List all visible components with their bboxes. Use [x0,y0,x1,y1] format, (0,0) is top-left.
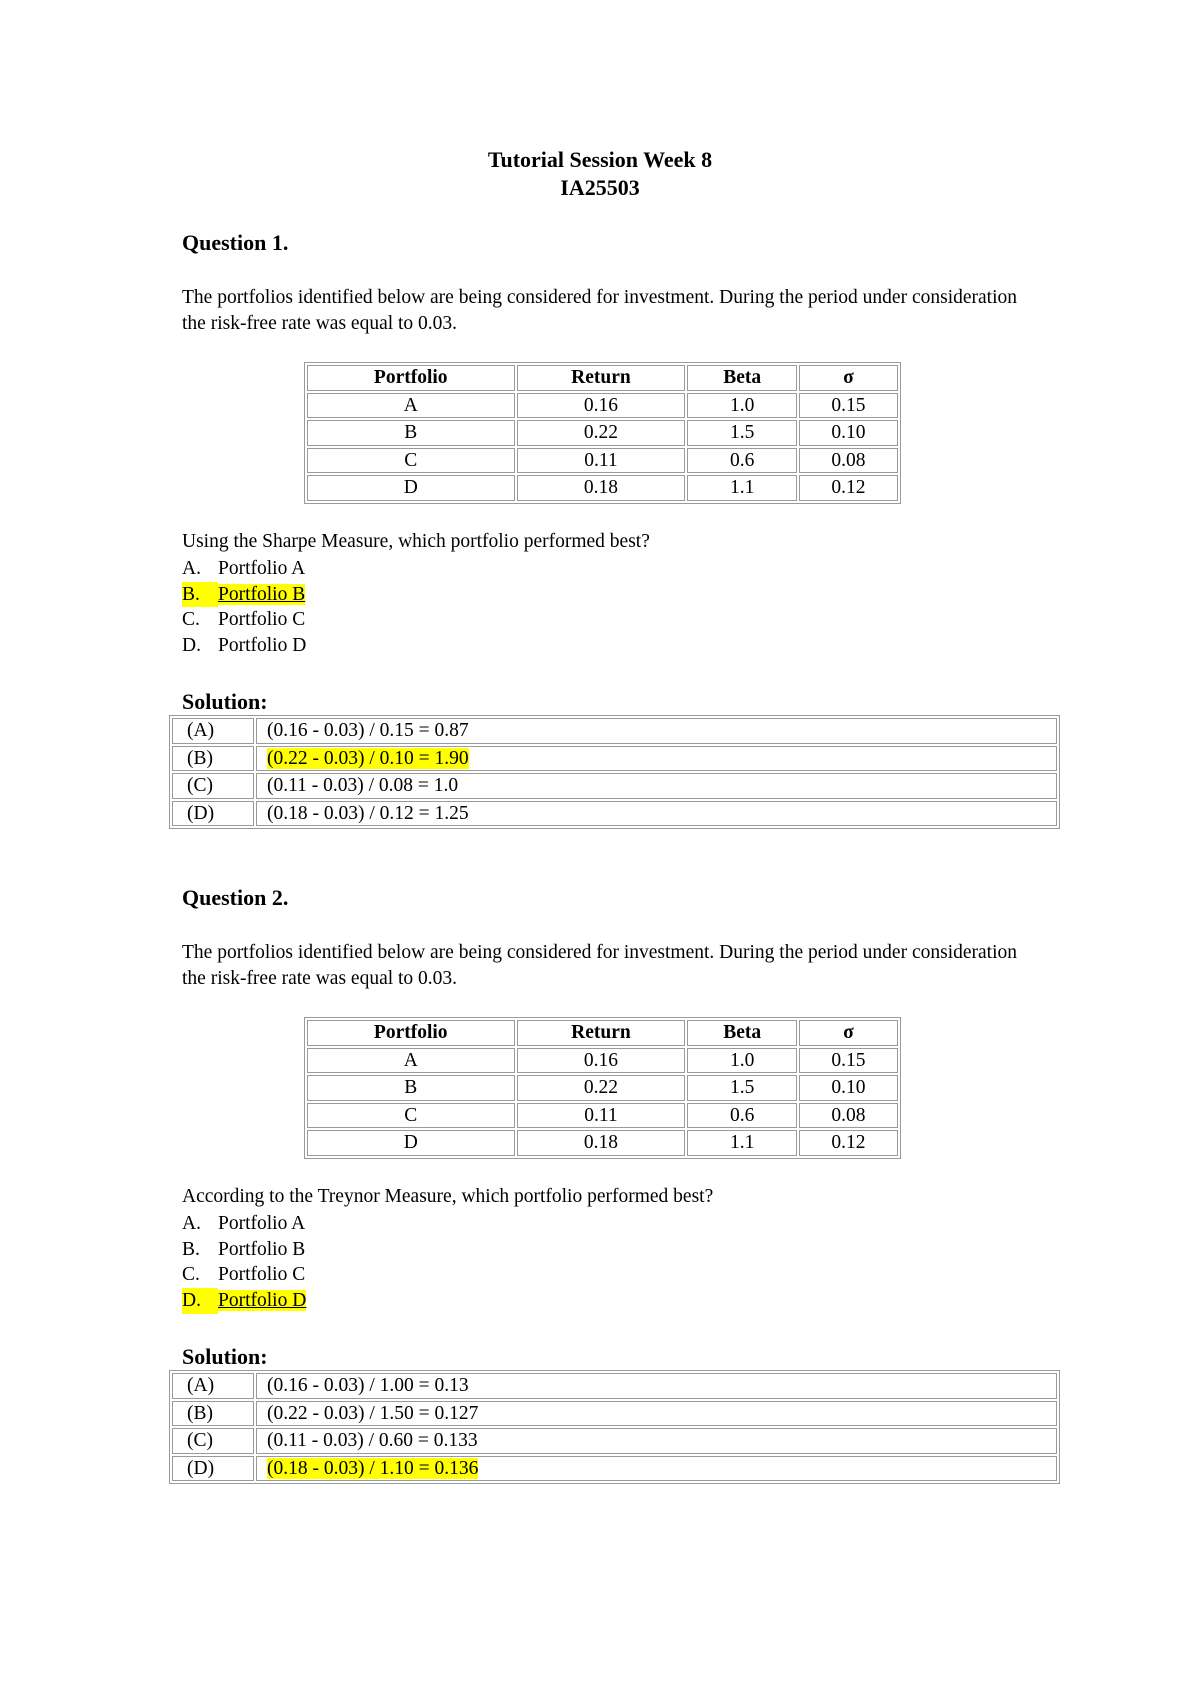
table-cell: 0.08 [799,448,898,474]
table-cell: 1.0 [687,1048,796,1074]
column-header-portfolio: Portfolio [307,365,515,391]
question-1-options [182,556,306,659]
question-2-intro: The portfolios identified below are being considered for investment. During the period under consideration the risk-free rate was equal to 0.03. [182,942,1018,989]
table-row [307,1103,898,1129]
option-letter: D. [182,1288,218,1314]
solution-calc-cell [256,746,1057,772]
table-cell: A [307,1048,515,1074]
option-text: Portfolio B [218,583,306,605]
document-title: Tutorial Session Week 8 [487,147,713,172]
solution-calc: (0.16 - 0.03) / 0.15 = 0.87 [267,720,469,742]
table-cell: 1.1 [687,475,796,501]
column-header-portfolio: Portfolio [307,1020,515,1046]
option-d-correct-answer [182,1288,306,1314]
column-header-sigma: σ [799,365,898,391]
solution-calc: (0.11 - 0.03) / 0.08 = 1.0 [267,775,459,797]
solution-calc-highlighted: (0.18 - 0.03) / 1.10 = 0.136 [267,1457,479,1479]
solution-calc: (0.18 - 0.03) / 0.12 = 1.25 [267,802,469,824]
solution-calc-cell [256,718,1057,744]
table-cell: 0.22 [517,420,686,446]
table-cell: D [307,475,515,501]
solution-label-cell: (B) [172,746,254,772]
column-header-beta: Beta [687,1020,796,1046]
table-cell: 0.16 [517,393,686,419]
table-cell: A [307,393,515,419]
question-2-solution-label: Solution: [182,1344,268,1369]
table-cell: 0.18 [517,1130,686,1156]
table-cell: 0.6 [687,1103,796,1129]
column-header-return: Return [517,365,686,391]
option-d [182,633,306,659]
table-row [172,718,1057,744]
table-cell: 0.18 [517,475,686,501]
option-text: Portfolio C [218,609,306,631]
table-row [307,1048,898,1074]
option-b [182,1237,306,1263]
table-cell: 0.12 [799,475,898,501]
table-cell: 1.5 [687,420,796,446]
option-letter: A. [182,1213,201,1234]
solution-calc-cell [256,1428,1057,1454]
solution-calc-cell [256,801,1057,827]
option-text: Portfolio C [218,1264,306,1286]
question-1-solution-label: Solution: [182,689,268,714]
table-cell: 0.10 [799,1075,898,1101]
solution-label-cell: (C) [172,1428,254,1454]
question-2-options [182,1211,306,1314]
solution-calc: (0.16 - 0.03) / 1.00 = 0.13 [267,1375,469,1397]
option-text: Portfolio A [218,1213,306,1234]
table-cell: 0.16 [517,1048,686,1074]
table-cell: 0.15 [799,393,898,419]
solution-label-cell: (A) [172,718,254,744]
option-text: Portfolio D [218,635,307,657]
question-1-solution-table [169,715,1060,829]
table-cell: 0.08 [799,1103,898,1129]
question-1-heading: Question 1. [182,230,289,255]
option-b-correct-answer [182,582,306,608]
column-header-beta: Beta [687,365,796,391]
table-row [172,1428,1057,1454]
solution-label-cell: (C) [172,773,254,799]
table-row [307,1130,898,1156]
table-row [307,475,898,501]
option-letter: C. [182,1264,200,1286]
question-2-heading: Question 2. [182,885,289,910]
table-cell: D [307,1130,515,1156]
table-row [307,448,898,474]
table-cell: 0.15 [799,1048,898,1074]
option-a [182,1211,306,1237]
course-code: IA25503 [560,175,640,200]
table-row [307,420,898,446]
table-cell: 1.5 [687,1075,796,1101]
option-letter: B. [182,582,218,608]
option-text: Portfolio A [218,558,306,579]
table-row [172,801,1057,827]
table-row [307,1075,898,1101]
table-cell: C [307,1103,515,1129]
option-text: Portfolio B [218,1238,306,1260]
solution-calc-cell [256,773,1057,799]
option-letter: C. [182,609,200,631]
table-cell: 0.6 [687,448,796,474]
option-c [182,1262,306,1288]
solution-calc: (0.11 - 0.03) / 0.60 = 0.133 [267,1430,478,1452]
solution-label-cell: (D) [172,801,254,827]
table-row [307,393,898,419]
table-row [172,746,1057,772]
question-1-portfolio-table [304,362,901,504]
solution-label-cell: (B) [172,1401,254,1427]
table-cell: 0.10 [799,420,898,446]
question-2-prompt: According to the Treynor Measure, which portfolio performed best? [182,1186,714,1207]
question-1-intro: The portfolios identified below are being considered for investment. During the period under consideration the risk-free rate was equal to 0.03. [182,287,1018,334]
question-2-portfolio-table [304,1017,901,1159]
option-a [182,556,306,582]
option-letter: A. [182,558,201,579]
table-cell: B [307,420,515,446]
option-text: Portfolio D [218,1290,307,1312]
solution-calc: (0.22 - 0.03) / 1.50 = 0.127 [267,1402,479,1424]
table-cell: 0.12 [799,1130,898,1156]
table-row [172,1373,1057,1399]
solution-calc-cell [256,1456,1057,1482]
table-cell: 0.22 [517,1075,686,1101]
solution-label-cell: (D) [172,1456,254,1482]
table-cell: B [307,1075,515,1101]
table-cell: C [307,448,515,474]
solution-calc-cell [256,1373,1057,1399]
solution-calc-cell [256,1401,1057,1427]
column-header-sigma: σ [799,1020,898,1046]
table-row [172,1401,1057,1427]
table-cell: 1.0 [687,393,796,419]
table-header-row [307,365,898,391]
table-row [172,1456,1057,1482]
column-header-return: Return [517,1020,686,1046]
option-c [182,607,306,633]
table-row [172,773,1057,799]
table-cell: 0.11 [517,448,686,474]
table-header-row [307,1020,898,1046]
table-cell: 1.1 [687,1130,796,1156]
question-1-prompt: Using the Sharpe Measure, which portfolio performed best? [182,531,650,552]
option-letter: B. [182,1238,200,1260]
option-letter: D. [182,635,201,657]
solution-label-cell: (A) [172,1373,254,1399]
table-cell: 0.11 [517,1103,686,1129]
question-2-solution-table [169,1370,1060,1484]
solution-calc-highlighted: (0.22 - 0.03) / 0.10 = 1.90 [267,747,469,769]
